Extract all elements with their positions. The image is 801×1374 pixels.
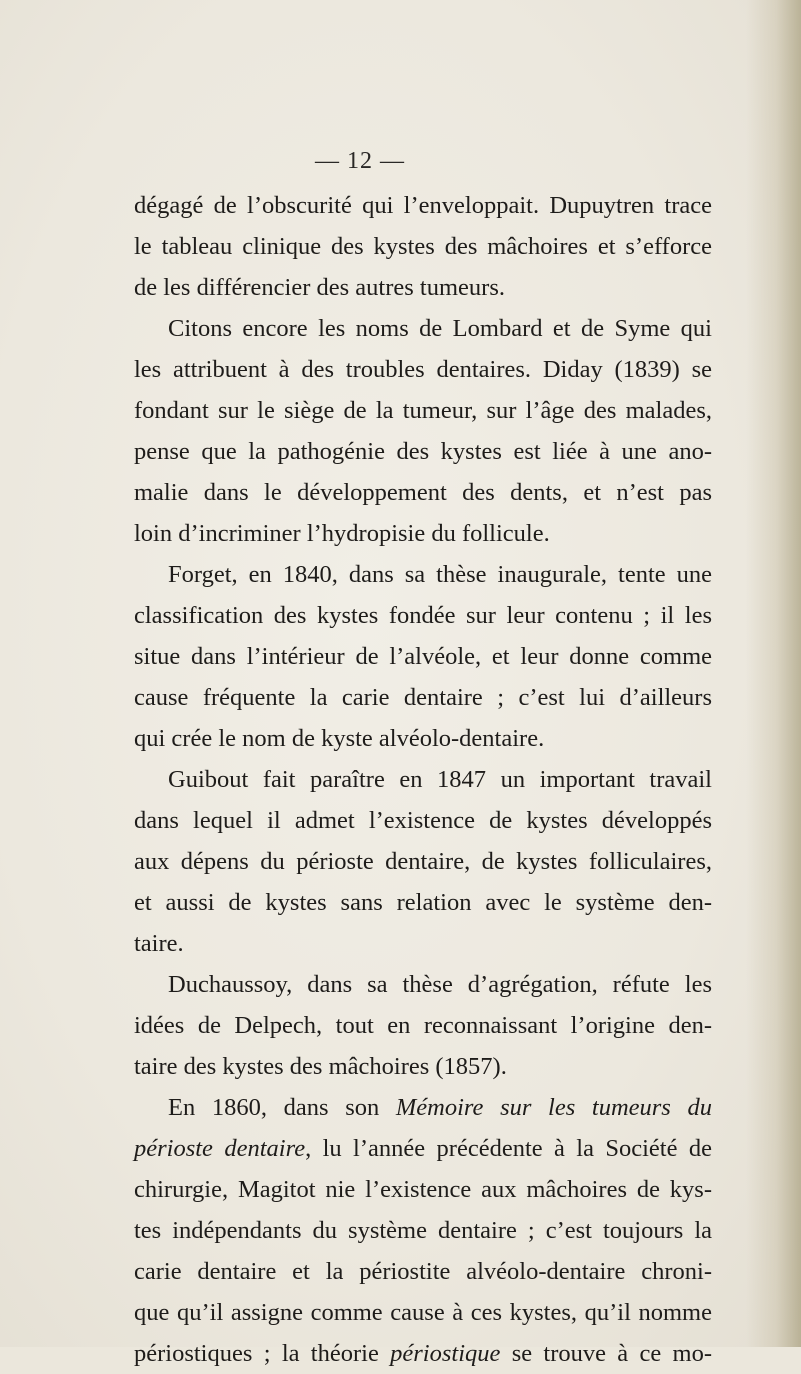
text-line <box>134 1333 712 1374</box>
page-edge-shadow <box>746 0 801 1347</box>
text-line: Guibout fait paraître en 1847 un important travail <box>168 766 712 793</box>
text-line: dans lequel il admet l’existence de kystes développés <box>134 807 712 834</box>
body-text <box>134 185 712 1374</box>
text-line: malie dans le développement des dents, et n’est pas <box>134 479 712 506</box>
text-line: Forget, en 1840, dans sa thèse inaugurale, tente une <box>168 561 712 588</box>
text-line: cause fréquente la carie dentaire ; c’est lui d’ailleurs <box>134 684 712 711</box>
text-line: qui crée le nom de kyste alvéolo-dentaire. <box>134 725 545 752</box>
text-line: chirurgie, Magitot nie l’existence aux mâchoires de kys- <box>134 1176 712 1203</box>
text-line <box>134 1087 712 1128</box>
text-line: situe dans l’intérieur de l’alvéole, et leur donne comme <box>134 643 712 670</box>
text-line: les attribuent à des troubles dentaires. Diday (1839) se <box>134 356 712 383</box>
text-line: carie dentaire et la périostite alvéolo-dentaire chroni- <box>134 1258 712 1285</box>
text-run: En 1860, dans son <box>168 1094 396 1121</box>
text-run: se trouve à ce mo- <box>500 1340 713 1367</box>
text-run: , lu l’année précédente à la Société de <box>305 1135 713 1162</box>
text-line: de les différencier des autres tumeurs. <box>134 274 505 301</box>
text-line: dégagé de l’obscurité qui l’enveloppait. Dupuytren trace <box>134 192 712 219</box>
text-line: le tableau clinique des kystes des mâchoires et s’efforce <box>134 233 712 260</box>
text-line: pense que la pathogénie des kystes est liée à une ano- <box>134 438 712 465</box>
text-line: classification des kystes fondée sur leur contenu ; il les <box>134 602 712 629</box>
italic-term: périostique <box>390 1340 501 1367</box>
page-number: — 12 — <box>315 148 405 174</box>
text-line: taire des kystes des mâchoires (1857). <box>134 1053 507 1080</box>
text-line: Citons encore les noms de Lombard et de Syme qui <box>168 315 712 342</box>
text-run: périostiques ; la théorie <box>134 1340 391 1367</box>
text-line <box>134 1128 712 1169</box>
text-line: idées de Delpech, tout en reconnaissant l’origine den- <box>134 1012 712 1039</box>
text-line: que qu’il assigne comme cause à ces kystes, qu’il nomme <box>134 1299 712 1326</box>
text-line: tes indépendants du système dentaire ; c’est toujours la <box>134 1217 712 1244</box>
text-line: Duchaussoy, dans sa thèse d’agrégation, réfute les <box>168 971 712 998</box>
italic-title: périoste dentaire <box>134 1135 306 1162</box>
text-line: loin d’incriminer l’hydropisie du follicule. <box>134 520 550 547</box>
italic-title: Mémoire sur les tumeurs du <box>395 1094 712 1121</box>
text-line: taire. <box>134 930 184 957</box>
text-line: aux dépens du périoste dentaire, de kystes folliculaires, <box>134 848 712 875</box>
text-line: fondant sur le siège de la tumeur, sur l’âge des malades, <box>134 397 712 424</box>
text-line: et aussi de kystes sans relation avec le système den- <box>134 889 712 916</box>
